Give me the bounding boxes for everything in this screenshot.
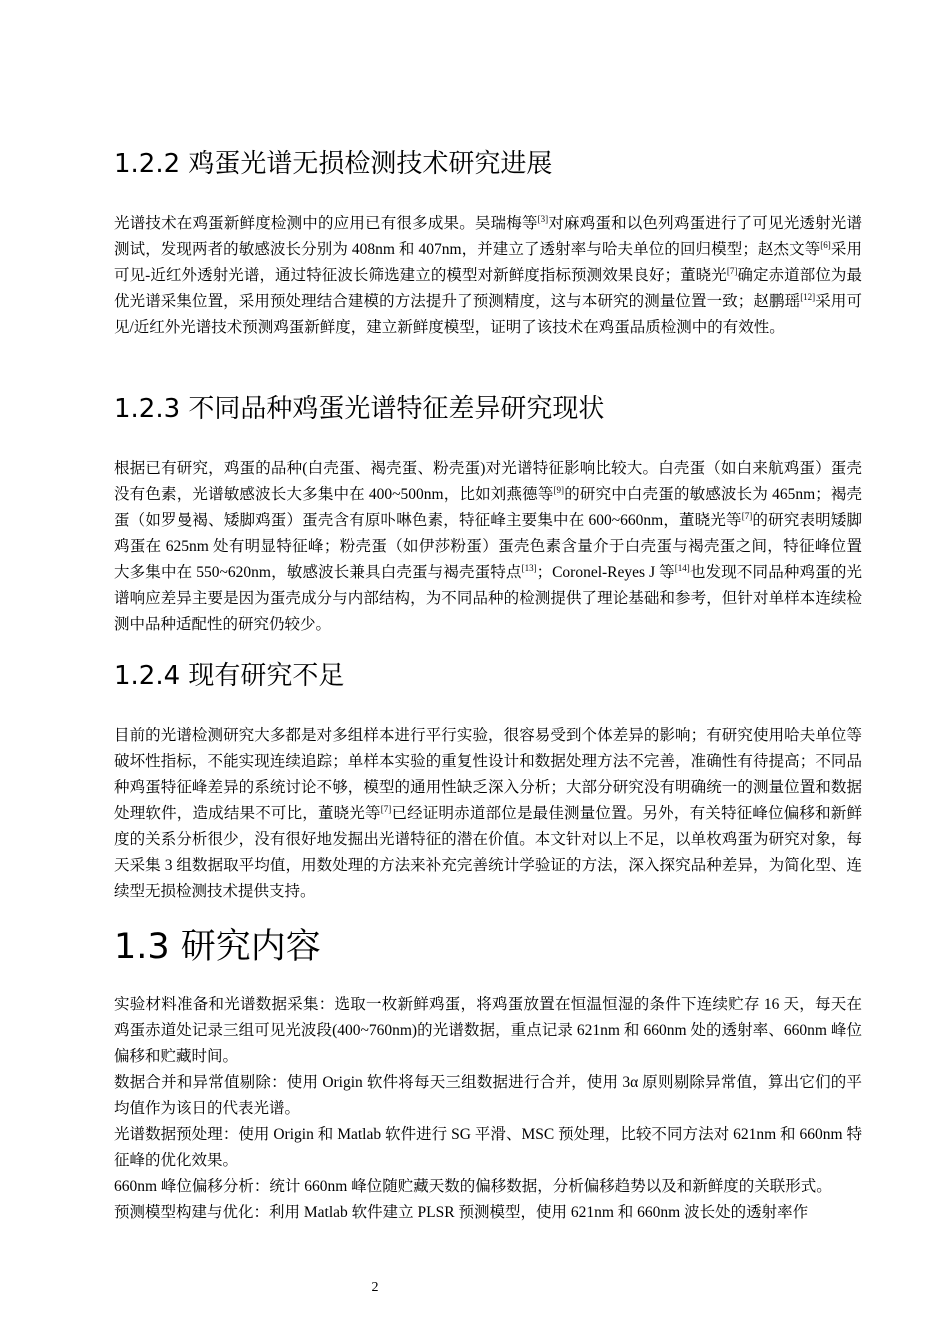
section-heading-1-2-4: 1.2.4 现有研究不足 xyxy=(114,661,345,691)
citation-ref: [7] xyxy=(380,803,392,814)
citation-ref: [13] xyxy=(521,562,537,573)
text-span: 光谱技术在鸡蛋新鲜度检测中的应用已有很多成果。吴瑞梅等 xyxy=(114,215,538,232)
text-span: 对麻鸡蛋和以色列鸡蛋进行了可见光透射光谱测试，发现两者的敏感波长分别为 408nm 和 407nm，并建立了透射率与哈夫单位的回归模型；赵杰文等 xyxy=(114,215,862,258)
paragraph-variety-differences xyxy=(114,456,862,638)
section-heading-1-2-2: 1.2.2 鸡蛋光谱无损检测技术研究进展 xyxy=(114,149,553,179)
citation-ref: [7] xyxy=(741,510,753,521)
page-number: 2 xyxy=(371,1280,379,1295)
section-heading-1-2-3: 1.2.3 不同品种鸡蛋光谱特征差异研究现状 xyxy=(114,394,605,424)
text-span: 已经证明赤道部位是最佳测量位置。另外，有关特征峰位偏移和新鲜度的关系分析很少，没有很好地发掘出光谱特征的潜在价值。本文针对以上不足，以单枚鸡蛋为研究对象，每天采集 3 组数据取平均值，用数处理的方法来补充完善统计学验证的方法，深入探究品种差异，为简化型、连续型无损检测技术提供支持。 xyxy=(114,805,862,900)
research-content-list xyxy=(114,992,862,1226)
paragraph-research-gaps xyxy=(114,723,862,905)
citation-ref: [9] xyxy=(553,484,565,495)
research-item: 光谱数据预处理：使用 Origin 和 Matlab 软件进行 SG 平滑、MSC 预处理，比较不同方法对 621nm 和 660nm 特征峰的优化效果。 xyxy=(114,1126,862,1169)
research-item: 实验材料准备和光谱数据采集：选取一枚新鲜鸡蛋，将鸡蛋放置在恒温恒湿的条件下连续贮存 16 天，每天在鸡蛋赤道处记录三组可见光波段(400~760nm)的光谱数据，重点记录 621nm 和 660nm 处的透射率、660nm 峰位偏移和贮藏时间。 xyxy=(114,996,862,1065)
paragraph-spectral-progress xyxy=(114,211,862,341)
text-span: 的研究表明矮脚鸡蛋在 625nm 处有明显特征峰；粉壳蛋（如伊莎粉蛋）蛋壳色素含量介于白壳蛋与褐壳蛋之间，特征峰位置大多集中在 550~620nm，敏感波长兼具白壳蛋与褐壳蛋特点 xyxy=(114,512,862,581)
research-item: 660nm 峰位偏移分析：统计 660nm 峰位随贮藏天数的偏移数据，分析偏移趋势以及和新鲜度的关联形式。 xyxy=(114,1178,832,1195)
citation-ref: [14] xyxy=(674,562,690,573)
text-span: 采用可见-近红外透射光谱，通过特征波长筛选建立的模型对新鲜度指标预测效果良好；董晓光 xyxy=(114,241,862,284)
text-span: 根据已有研究，鸡蛋的品种(白壳蛋、褐壳蛋、粉壳蛋)对光谱特征影响比较大。白壳蛋（如白来航鸡蛋）蛋壳没有色素，光谱敏感波长大多集中在 400~500nm，比如刘燕德等 xyxy=(114,460,862,503)
text-span: 的研究中白壳蛋的敏感波长为 465nm；褐壳蛋（如罗曼褐、矮脚鸡蛋）蛋壳含有原卟啉色素，特征峰主要集中在 600~660nm，董晓光等 xyxy=(114,486,862,529)
text-span: 采用可见/近红外光谱技术预测鸡蛋新鲜度，建立新鲜度模型，证明了该技术在鸡蛋品质检测中的有效性。 xyxy=(114,293,862,336)
citation-ref: [12] xyxy=(800,291,816,302)
text-span: 也发现不同品种鸡蛋的光谱响应差异主要是因为蛋壳成分与内部结构，为不同品种的检测提供了理论基础和参考，但针对单样本连续检测中品种适配性的研究仍较少。 xyxy=(114,564,862,633)
citation-ref: [6] xyxy=(820,239,831,250)
text-span: ；Coronel-Reyes J 等 xyxy=(536,564,675,581)
text-span: 目前的光谱检测研究大多都是对多组样本进行平行实验，很容易受到个体差异的影响；有研究使用哈夫单位等破坏性指标，不能实现连续追踪；单样本实验的重复性设计和数据处理方法不完善，准确性有待提高；不同品种鸡蛋特征峰差异的系统讨论不够，模型的通用性缺乏深入分析；大部分研究没有明确统一的测量位置和数据处理软件，造成结果不可比，董晓光等 xyxy=(114,727,862,822)
research-item: 数据合并和异常值剔除：使用 Origin 软件将每天三组数据进行合并，使用 3α 原则剔除异常值，算出它们的平均值作为该日的代表光谱。 xyxy=(114,1074,862,1117)
citation-ref: [3] xyxy=(537,213,549,224)
text-span: 确定赤道部位为最优光谱采集位置，采用预处理结合建模的方法提升了预测精度，这与本研究的测量位置一致；赵鹏瑶 xyxy=(114,267,862,310)
research-item: 预测模型构建与优化：利用 Matlab 软件建立 PLSR 预测模型，使用 621nm 和 660nm 波长处的透射率作 xyxy=(114,1204,809,1221)
section-heading-1-3: 1.3 研究内容 xyxy=(114,927,321,967)
citation-ref: [7] xyxy=(726,265,738,276)
